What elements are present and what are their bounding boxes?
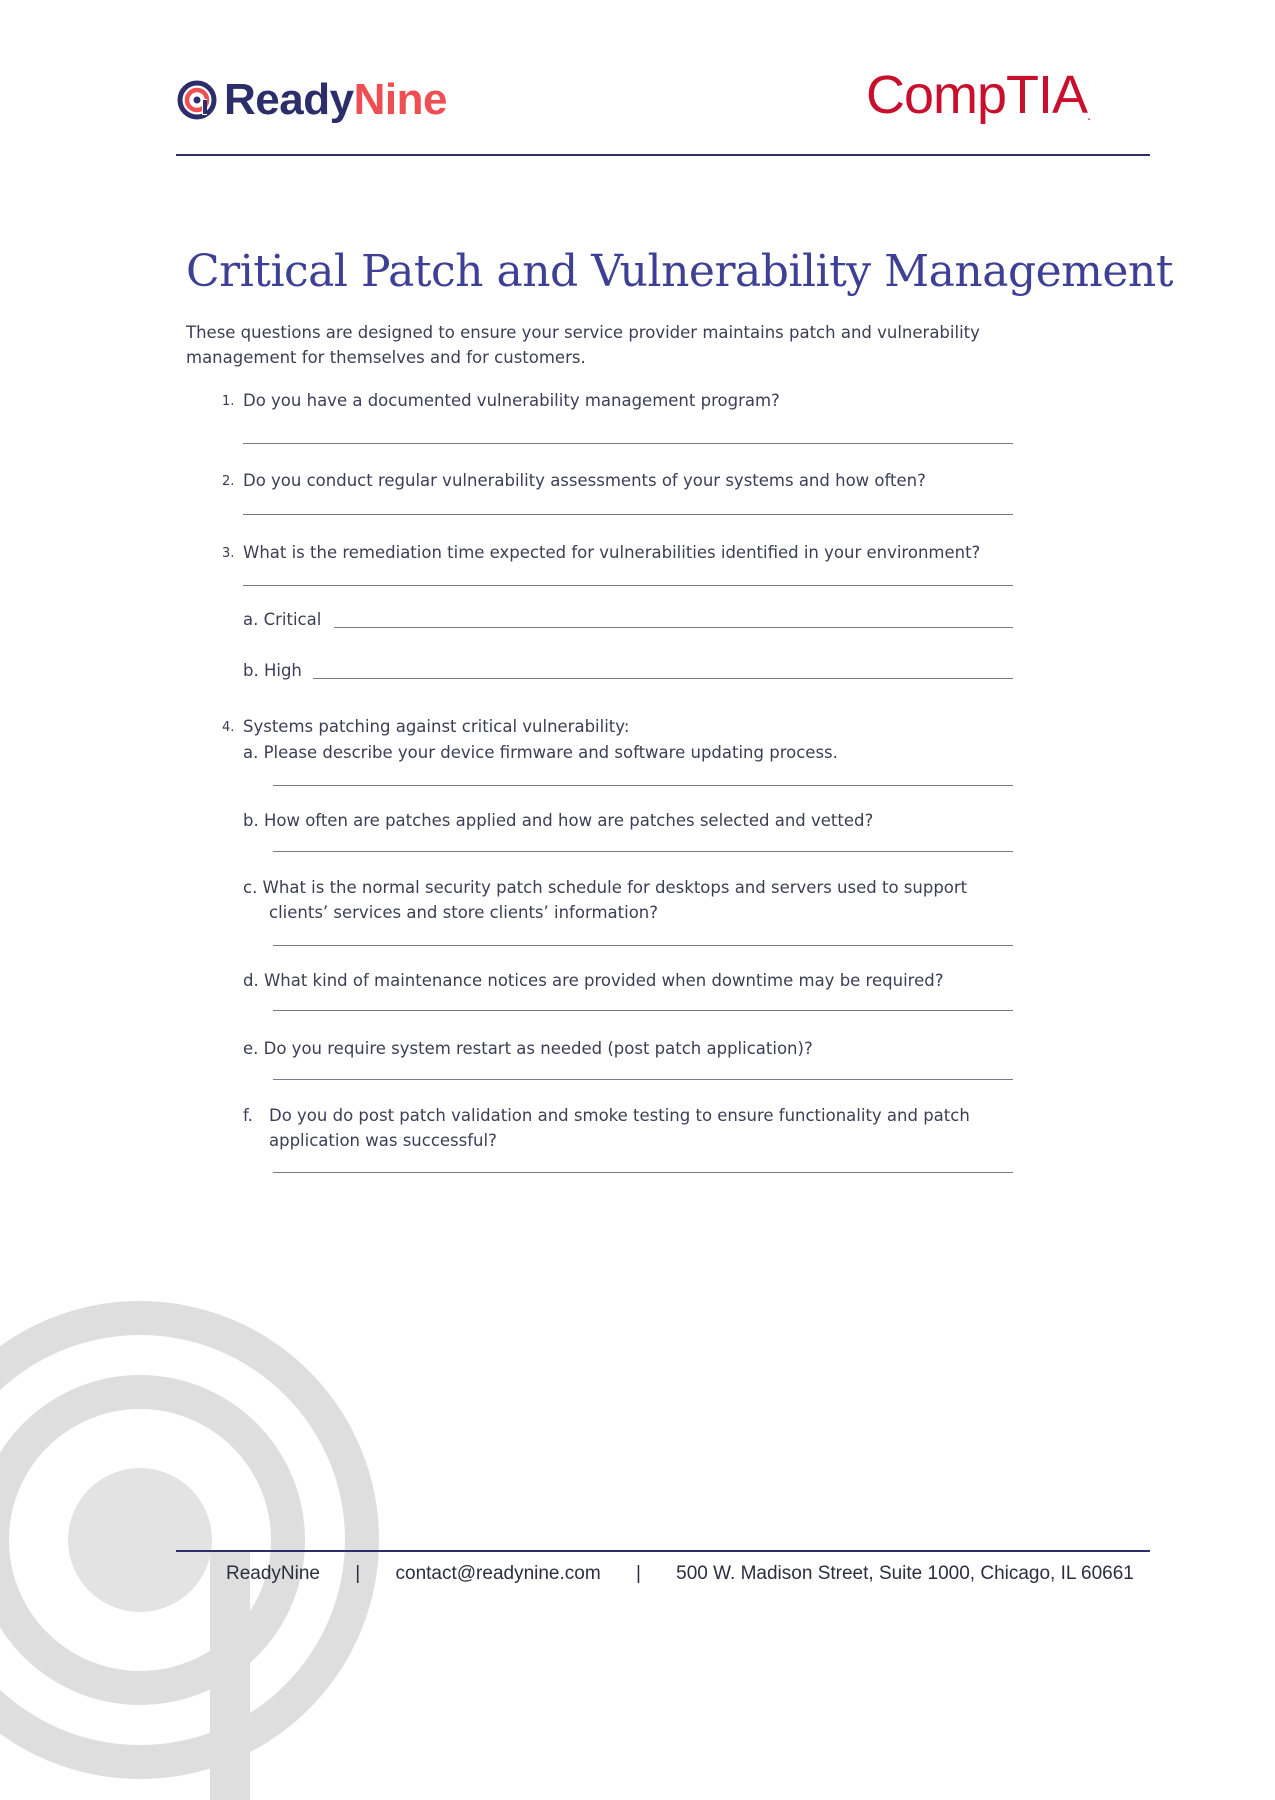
readynine-target-icon (176, 79, 218, 121)
question-4c-text-line1: c. What is the normal security patch schedule for desktops and servers used to support (243, 878, 968, 897)
footer-divider (176, 1550, 1150, 1552)
question-number: 1. (222, 394, 235, 409)
page-title: Critical Patch and Vulnerability Management (186, 246, 1173, 297)
answer-line-q4b[interactable] (273, 851, 1013, 852)
footer-company: ReadyNine (226, 1563, 320, 1584)
footer-separator: | (635, 1563, 641, 1584)
question-3-text: What is the remediation time expected for vulnerabilities identified in your environment? (243, 543, 981, 562)
question-3a-label: a. Critical (243, 610, 322, 629)
comptia-wordmark: CompTIA (866, 65, 1088, 125)
question-4f-label: f. (243, 1106, 253, 1125)
question-3b-label: b. High (243, 661, 302, 680)
question-number: 3. (222, 546, 235, 561)
question-4b-text: b. How often are patches applied and how are patches selected and vetted? (243, 811, 874, 830)
answer-line-q1[interactable] (243, 443, 1013, 444)
answer-line-q2[interactable] (243, 514, 1013, 515)
readynine-wordmark (224, 75, 447, 124)
intro-paragraph: These questions are designed to ensure your service provider maintains patch and vulnerability management for themselves and for customers. (186, 323, 980, 367)
footer-address: 500 W. Madison Street, Suite 1000, Chicago, IL 60661 (676, 1563, 1134, 1584)
question-4d-text: d. What kind of maintenance notices are provided when downtime may be required? (243, 971, 944, 990)
answer-line-q3[interactable] (243, 585, 1013, 586)
answer-line-q4e[interactable] (273, 1079, 1013, 1080)
answer-line-q4a[interactable] (273, 785, 1013, 786)
question-4-text: Systems patching against critical vulnerability: (243, 717, 630, 736)
comptia-mark: . (1087, 107, 1090, 123)
question-4c-text-line2: clients’ services and store clients’ information? (269, 903, 659, 922)
question-4e-text: e. Do you require system restart as needed (post patch application)? (243, 1039, 813, 1058)
answer-line-q4f[interactable] (273, 1172, 1013, 1173)
logo-word-nine: Nine (353, 75, 447, 124)
question-1-text: Do you have a documented vulnerability management program? (243, 391, 780, 410)
question-4f-text-line1: Do you do post patch validation and smoke testing to ensure functionality and patch (269, 1106, 970, 1125)
question-4f-text-line2: application was successful? (269, 1131, 497, 1150)
footer (226, 1563, 1134, 1585)
logo-word-ready: Ready (224, 75, 354, 124)
answer-line-q4c[interactable] (273, 945, 1013, 946)
answer-line-q3b[interactable] (313, 678, 1013, 679)
footer-email[interactable]: contact@readynine.com (395, 1563, 601, 1584)
question-4a-text: a. Please describe your device firmware and software updating process. (243, 743, 838, 762)
readynine-logo (176, 72, 447, 128)
footer-separator: | (355, 1563, 361, 1584)
watermark-ring-graphic (0, 1280, 400, 1800)
comptia-logo (866, 65, 1090, 125)
question-number: 2. (222, 474, 235, 489)
question-number: 4. (222, 720, 235, 735)
answer-line-q3a[interactable] (334, 627, 1013, 628)
question-2-text: Do you conduct regular vulnerability assessments of your systems and how often? (243, 471, 926, 490)
answer-line-q4d[interactable] (273, 1010, 1013, 1011)
header-divider (176, 154, 1150, 156)
